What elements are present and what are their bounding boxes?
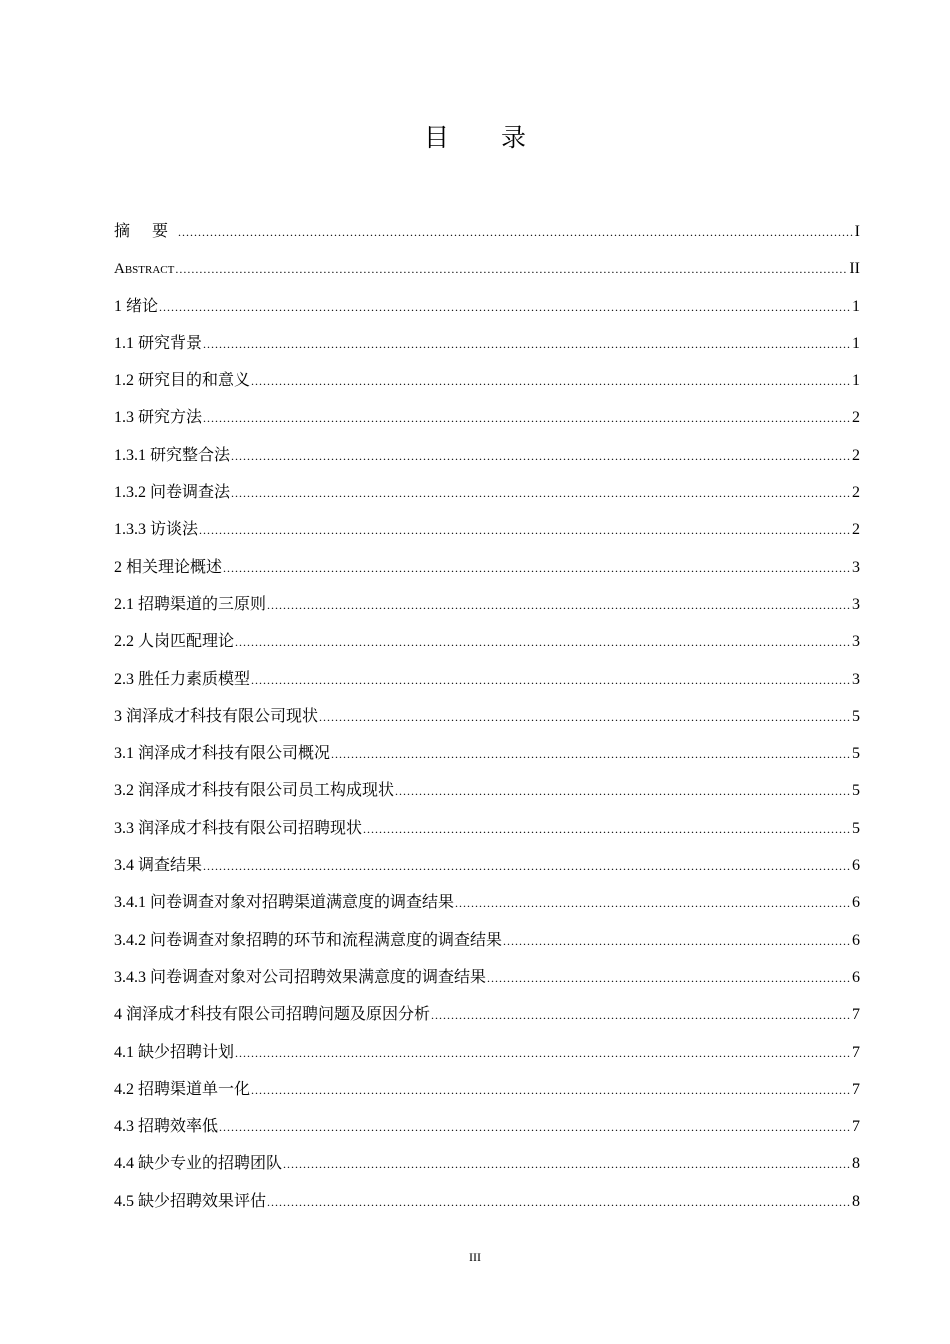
toc-entry-page: 7 (852, 1080, 860, 1098)
toc-entry-page: 7 (852, 1006, 860, 1024)
toc-entry-label: 1 绪论 (114, 297, 159, 315)
toc-entry-label: 3.4.3 问卷调查对象对公司招聘效果满意度的调查结果 (114, 968, 487, 986)
toc-leader-dots (431, 997, 851, 1034)
toc-leader-dots (203, 848, 851, 885)
toc-entry-label: 3.3 润泽成才科技有限公司招聘现状 (114, 819, 363, 837)
toc-entry[interactable] (114, 1034, 860, 1071)
toc-entry-label: 4.3 招聘效率低 (114, 1118, 219, 1136)
toc-entry-label: 3.4 调查结果 (114, 857, 203, 875)
toc-leader-dots (199, 512, 851, 549)
toc-entry-label: 3 润泽成才科技有限公司现状 (114, 707, 319, 725)
toc-entry[interactable] (114, 586, 860, 623)
toc-leader-dots (178, 214, 854, 251)
toc-entry-page: 8 (852, 1192, 860, 1210)
toc-entry[interactable] (114, 698, 860, 735)
toc-leader-dots (251, 363, 851, 400)
toc-entry-page: 7 (852, 1118, 860, 1136)
toc-entry-page: 5 (852, 745, 860, 763)
toc-entry-page: 6 (852, 931, 860, 949)
toc-entry-label: 4 润泽成才科技有限公司招聘问题及原因分析 (114, 1006, 431, 1024)
toc-entry[interactable] (114, 772, 860, 809)
toc-entry[interactable] (114, 623, 860, 660)
toc-leader-dots (175, 251, 848, 288)
toc-entry-label: 3.4.1 问卷调查对象对招聘渠道满意度的调查结果 (114, 894, 455, 912)
toc-leader-dots (487, 960, 851, 997)
toc-entry-label: Abstract (114, 261, 175, 278)
toc-entry[interactable] (114, 549, 860, 586)
toc-entry[interactable] (114, 884, 860, 921)
toc-leader-dots (251, 662, 851, 699)
toc-leader-dots (203, 400, 851, 437)
toc-leader-dots (223, 550, 851, 587)
toc-entry-page: 2 (852, 484, 860, 502)
toc-entry-page: II (849, 260, 860, 278)
toc-leader-dots (235, 1035, 851, 1072)
toc-entry-page: 7 (852, 1043, 860, 1061)
toc-entry[interactable] (114, 1108, 860, 1145)
toc-entry[interactable] (114, 399, 860, 436)
toc-entry[interactable] (114, 996, 860, 1033)
toc-entry[interactable] (114, 288, 860, 325)
toc-entry-label: 2.2 人岗匹配理论 (114, 633, 235, 651)
toc-entry-label: 2.1 招聘渠道的三原则 (114, 595, 267, 613)
toc-leader-dots (235, 624, 851, 661)
toc-entry-page: 3 (852, 633, 860, 651)
toc-entry-page: 2 (852, 409, 860, 427)
toc-entry-label: 摘 要 (114, 223, 178, 240)
toc-entry-page: 2 (852, 446, 860, 464)
toc-entry-label: 4.1 缺少招聘计划 (114, 1043, 235, 1061)
toc-entry-page: 1 (852, 334, 860, 352)
toc-entry-label: 3.1 润泽成才科技有限公司概况 (114, 745, 331, 763)
toc-entry[interactable] (114, 1145, 860, 1182)
toc-entry-page: 5 (852, 782, 860, 800)
toc-entry[interactable] (114, 511, 860, 548)
toc-entry-page: 5 (852, 707, 860, 725)
toc-entry-page: 3 (852, 595, 860, 613)
toc-entry[interactable] (114, 437, 860, 474)
toc-leader-dots (203, 326, 851, 363)
toc-entry-page: 2 (852, 521, 860, 539)
toc-entry[interactable] (114, 474, 860, 511)
toc-entry-label: 4.2 招聘渠道单一化 (114, 1080, 251, 1098)
toc-entry-page: 1 (852, 297, 860, 315)
toc-entry-label: 1.3.1 研究整合法 (114, 446, 231, 464)
toc-entry[interactable] (114, 213, 860, 250)
toc-leader-dots (503, 923, 851, 960)
toc-leader-dots (231, 438, 851, 475)
toc-title: 目 录 (424, 123, 548, 152)
toc-entry[interactable] (114, 922, 860, 959)
toc-entry[interactable] (114, 1183, 860, 1220)
toc-entry-label: 2.3 胜任力素质模型 (114, 670, 251, 688)
page-number: III (469, 1250, 481, 1264)
toc-entry-label: 1.2 研究目的和意义 (114, 372, 251, 390)
toc-leader-dots (231, 475, 851, 512)
toc-leader-dots (395, 773, 851, 810)
toc-entry-page: 1 (852, 372, 860, 390)
toc-entry[interactable] (114, 250, 860, 287)
toc-entry-page: 3 (852, 670, 860, 688)
toc-entry-label: 4.5 缺少招聘效果评估 (114, 1192, 267, 1210)
toc-leader-dots (159, 289, 851, 326)
toc-entry-label: 4.4 缺少专业的招聘团队 (114, 1155, 283, 1173)
toc-entry-page: 6 (852, 857, 860, 875)
toc-entry-label: 1.3.2 问卷调查法 (114, 484, 231, 502)
toc-entry-page: 6 (852, 894, 860, 912)
toc-entry-page: 8 (852, 1155, 860, 1173)
toc-entry-label: 3.4.2 问卷调查对象招聘的环节和流程满意度的调查结果 (114, 931, 503, 949)
toc-entry-page: 5 (852, 819, 860, 837)
toc-entry-page: 3 (852, 558, 860, 576)
toc-leader-dots (331, 736, 851, 773)
toc-leader-dots (283, 1146, 851, 1183)
toc-entry-label: 2 相关理论概述 (114, 558, 223, 576)
toc-entry[interactable] (114, 362, 860, 399)
toc-entry-page: 6 (852, 968, 860, 986)
toc-entry-page: I (854, 223, 860, 240)
toc-entry-label: 1.1 研究背景 (114, 334, 203, 352)
toc-entry[interactable] (114, 661, 860, 698)
toc-entry[interactable] (114, 959, 860, 996)
toc-leader-dots (455, 885, 851, 922)
table-of-contents (114, 213, 860, 1220)
toc-entry[interactable] (114, 810, 860, 847)
toc-leader-dots (251, 1072, 851, 1109)
toc-leader-dots (267, 587, 851, 624)
toc-leader-dots (319, 699, 851, 736)
toc-entry-label: 1.3 研究方法 (114, 409, 203, 427)
toc-entry[interactable] (114, 1071, 860, 1108)
toc-entry[interactable] (114, 325, 860, 362)
toc-leader-dots (363, 811, 851, 848)
toc-entry[interactable] (114, 735, 860, 772)
toc-leader-dots (267, 1184, 851, 1221)
toc-entry-label: 1.3.3 访谈法 (114, 521, 199, 539)
toc-leader-dots (219, 1109, 851, 1146)
toc-entry[interactable] (114, 847, 860, 884)
toc-entry-label: 3.2 润泽成才科技有限公司员工构成现状 (114, 782, 395, 800)
